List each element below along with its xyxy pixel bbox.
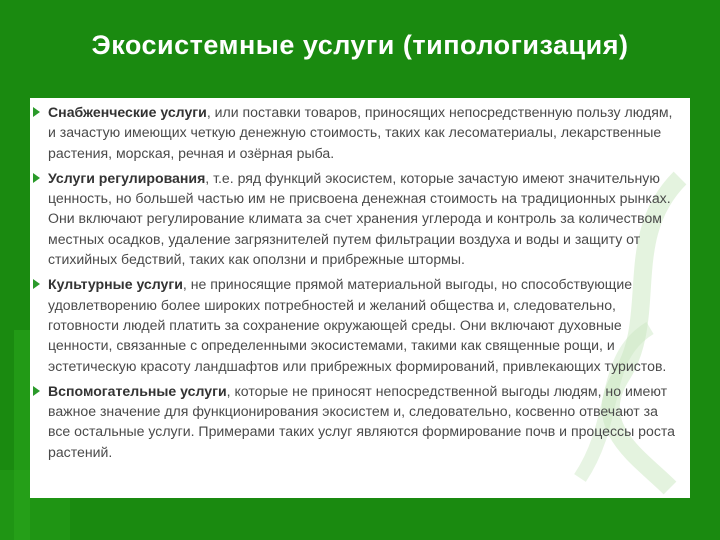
list-item bbox=[40, 168, 678, 269]
item-term: Снабженческие услуги bbox=[48, 104, 207, 120]
bullet-arrow-icon bbox=[33, 279, 40, 289]
item-text: , которые не приносят непосредственной выгоды людям, но имеют важное значение для функционирования экосистем и, следовательно, косвенно отвечают за все остальные услуги. Примерами таких услуг являются формирование почв и процессы роста растений. bbox=[48, 382, 675, 460]
bullet-arrow-icon bbox=[33, 386, 40, 396]
item-term: Вспомогательные услуги bbox=[48, 382, 227, 399]
content-panel bbox=[30, 98, 690, 498]
item-term: Культурные услуги bbox=[48, 276, 183, 293]
slide-title: Экосистемные услуги (типологизация) bbox=[91, 30, 629, 60]
bullet-arrow-icon bbox=[33, 173, 40, 183]
list-item bbox=[40, 381, 678, 462]
bullet-arrow-icon bbox=[33, 107, 40, 117]
services-list bbox=[40, 102, 678, 462]
item-term: Услуги регулирования bbox=[48, 169, 206, 186]
item-text: , или поставки товаров, приносящих непосредственную пользу людям, и зачастую имеющих четкую денежную стоимость, таких как лесоматериалы, лекарственные растения, морская, речная и озёрная рыба. bbox=[48, 104, 673, 161]
list-item bbox=[40, 102, 678, 163]
item-text: , т.е. ряд функций экосистем, которые зачастую имеют значительную ценность, но большей частью им не присвоена денежная стоимость на традиционных рынках. Они включают регулирование климата за счет хранения углерода и контроль за количеством местных осадков, удаление загрязнителей путем фильтрации воздуха и воды и защиту от стихийных бедствий, таких как оползни и прибрежные штормы. bbox=[48, 169, 671, 268]
item-text: , не приносящие прямой материальной выгоды, но способствующие удовлетворению более широких потребностей и желаний общества и, следовательно, готовности людей платить за сохранение окружающей среды. Они включают духовные ценности, связанные с определенными экосистемами, такими как священные рощи, и эстетическую красоту ландшафтов или прибрежных формирований, привлекающих туристов. bbox=[48, 276, 667, 374]
list-item bbox=[40, 274, 678, 375]
